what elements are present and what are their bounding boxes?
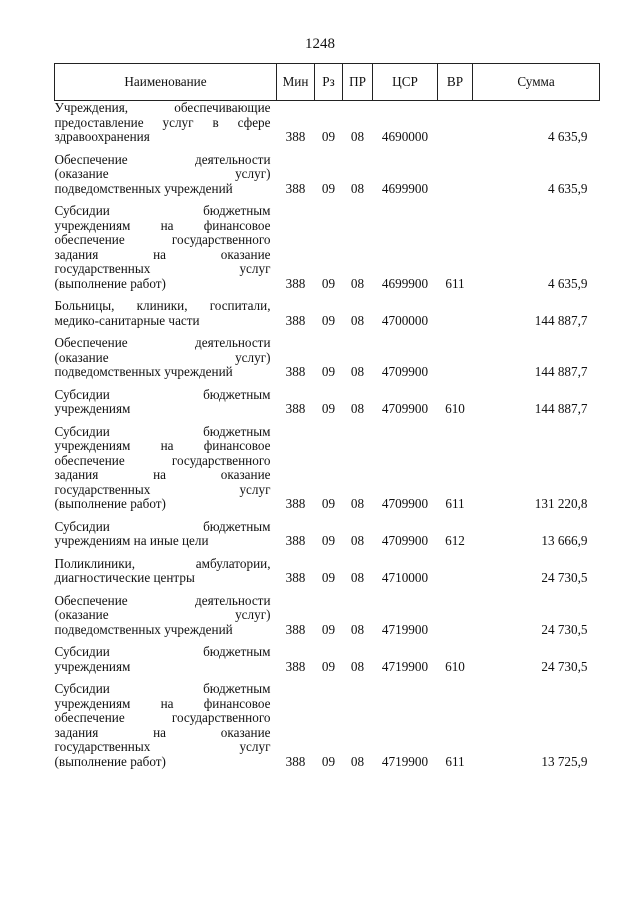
row-pr: 08	[350, 312, 365, 328]
row-csr: 4699900	[381, 275, 429, 291]
row-sum: 13 725,9	[541, 753, 588, 769]
row-name-line: Больницы, клиники, госпитали,	[54, 298, 271, 313]
row-name-line: Субсидии бюджетным	[54, 644, 271, 659]
row-min: 388	[285, 312, 306, 328]
row-name-line: (оказание услуг)	[54, 349, 271, 365]
row-sum: 24 730,5	[541, 658, 588, 674]
row-vr: 611	[445, 275, 465, 291]
table-row	[55, 645, 600, 674]
row-pr: 08	[350, 364, 365, 379]
row-min: 388	[285, 621, 306, 637]
row-name-line: Поликлиники, амбулатории,	[54, 555, 271, 571]
table-row	[55, 299, 600, 328]
row-rz: 09	[321, 658, 336, 674]
row-sum: 4 635,9	[547, 129, 588, 144]
row-name-line: государственных услуг	[54, 739, 271, 754]
row-name-line: Обеспечение деятельности	[54, 335, 271, 350]
row-vr	[438, 557, 473, 586]
row-pr: 08	[350, 180, 365, 196]
row-name-last-line: (выполнение работ)	[54, 753, 166, 769]
row-rz: 09	[321, 401, 336, 416]
row-sum: 144 887,7	[534, 364, 588, 379]
row-name-line: учреждениям на финансовое	[54, 217, 271, 233]
row-name-line: Обеспечение деятельности	[54, 592, 271, 608]
row-vr: 611	[445, 753, 465, 769]
row-sum: 24 730,5	[541, 570, 588, 585]
row-pr: 08	[350, 621, 365, 637]
row-pr: 08	[350, 401, 365, 416]
table-row	[55, 153, 600, 197]
row-vr: 610	[445, 658, 465, 674]
row-vr: 612	[445, 533, 465, 548]
table-row	[55, 520, 600, 549]
row-vr: 611	[445, 496, 465, 511]
row-rz: 09	[321, 496, 336, 511]
row-name	[55, 153, 277, 197]
row-name-line: Субсидии бюджетным	[54, 681, 271, 696]
row-name-last-line: диагностические центры	[54, 570, 195, 585]
row-name-last-line: здравоохранения	[54, 129, 150, 144]
row-name-line: предоставление услуг в сфере	[54, 114, 271, 130]
table-row	[55, 594, 600, 638]
row-vr	[438, 153, 473, 197]
row-pr: 08	[350, 658, 365, 674]
row-min: 388	[285, 570, 306, 585]
row-sum: 4 635,9	[547, 180, 588, 196]
header-rz: Рз	[315, 64, 343, 101]
row-name-last-line: учреждениям	[54, 401, 131, 416]
row-pr: 08	[350, 275, 365, 291]
budget-table	[54, 63, 600, 769]
header-min: Мин	[277, 64, 315, 101]
row-name-last-line: (выполнение работ)	[54, 496, 166, 511]
row-min: 388	[285, 533, 306, 548]
row-name-last-line: учреждениям на иные цели	[54, 533, 209, 548]
row-name-last-line: подведомственных учреждений	[54, 621, 233, 637]
row-name-line: (оказание услуг)	[54, 607, 271, 622]
row-rz: 09	[321, 364, 336, 379]
table-header	[55, 64, 600, 101]
row-pr: 08	[350, 753, 365, 769]
row-name-line: обеспечение государственного	[54, 232, 271, 247]
row-name-line: задания на оказание	[54, 246, 271, 262]
row-name	[55, 204, 277, 291]
row-name-line: государственных услуг	[54, 261, 271, 276]
row-min: 388	[285, 275, 306, 291]
row-csr: 4690000	[381, 129, 429, 144]
row-vr	[438, 299, 473, 328]
row-name-line: (оказание услуг)	[54, 166, 271, 181]
table-row	[55, 101, 600, 145]
row-min: 388	[285, 401, 306, 416]
row-name-line: обеспечение государственного	[54, 710, 271, 725]
row-csr: 4719900	[381, 658, 429, 674]
row-name-last-line: (выполнение работ)	[54, 275, 166, 291]
row-min: 388	[285, 658, 306, 674]
row-rz: 09	[321, 753, 336, 769]
row-rz: 09	[321, 180, 336, 196]
table-row	[55, 425, 600, 512]
row-rz: 09	[321, 129, 336, 144]
row-name	[55, 101, 277, 145]
row-pr: 08	[350, 570, 365, 585]
row-pr: 08	[350, 533, 365, 548]
row-name	[55, 299, 277, 328]
row-vr	[438, 336, 473, 380]
row-csr: 4709900	[381, 401, 429, 416]
row-sum: 144 887,7	[534, 401, 588, 416]
row-name	[55, 388, 277, 417]
header-pr: ПР	[343, 64, 373, 101]
row-name	[55, 520, 277, 549]
row-vr: 610	[445, 401, 465, 416]
row-name-last-line: подведомственных учреждений	[54, 364, 233, 379]
table-body	[55, 101, 600, 770]
row-name-line: задания на оказание	[54, 724, 271, 740]
table-row	[55, 388, 600, 417]
row-sum: 131 220,8	[534, 496, 588, 511]
row-rz: 09	[321, 275, 336, 291]
header-vr: ВР	[438, 64, 473, 101]
row-sum: 24 730,5	[541, 621, 588, 637]
table-row	[55, 557, 600, 586]
row-pr: 08	[350, 496, 365, 511]
row-min: 388	[285, 753, 306, 769]
row-name	[55, 594, 277, 638]
header-sum: Сумма	[473, 64, 600, 101]
row-name-line: государственных услуг	[54, 481, 271, 497]
row-name-line: Субсидии бюджетным	[54, 423, 271, 439]
row-name-line: Учреждения, обеспечивающие	[54, 100, 271, 115]
row-name-line: обеспечение государственного	[54, 452, 271, 468]
row-sum: 13 666,9	[541, 533, 588, 548]
row-name-last-line: медико-санитарные части	[54, 312, 200, 328]
row-csr: 4719900	[381, 753, 429, 769]
row-csr: 4709900	[381, 364, 429, 379]
row-name-line: Субсидии бюджетным	[54, 386, 271, 402]
row-name-line: задания на оказание	[54, 467, 271, 482]
row-name	[55, 682, 277, 769]
table-row	[55, 336, 600, 380]
row-sum: 144 887,7	[534, 312, 588, 328]
table-row	[55, 204, 600, 291]
row-min: 388	[285, 129, 306, 144]
row-name-line: Субсидии бюджетным	[54, 518, 271, 534]
row-name-last-line: подведомственных учреждений	[54, 180, 233, 196]
header-name: Наименование	[55, 64, 277, 101]
row-name	[55, 557, 277, 586]
row-sum: 4 635,9	[547, 275, 588, 291]
row-pr: 08	[350, 129, 365, 144]
header-csr: ЦСР	[373, 64, 438, 101]
row-name-line: учреждениям на финансовое	[54, 438, 271, 453]
row-csr: 4699900	[381, 180, 429, 196]
row-rz: 09	[321, 312, 336, 328]
row-name-line: Обеспечение деятельности	[54, 151, 271, 167]
table-row	[55, 682, 600, 769]
row-name	[55, 645, 277, 674]
row-rz: 09	[321, 570, 336, 585]
row-rz: 09	[321, 621, 336, 637]
row-vr	[438, 594, 473, 638]
row-csr: 4710000	[381, 570, 429, 585]
row-rz: 09	[321, 533, 336, 548]
row-name	[55, 425, 277, 512]
row-name-last-line: учреждениям	[54, 658, 131, 674]
row-min: 388	[285, 364, 306, 379]
row-csr: 4719900	[381, 621, 429, 637]
row-name-line: Субсидии бюджетным	[54, 203, 271, 218]
row-min: 388	[285, 496, 306, 511]
row-min: 388	[285, 180, 306, 196]
row-name-line: учреждениям на финансовое	[54, 695, 271, 711]
row-name	[55, 336, 277, 380]
page-number: 1248	[305, 36, 335, 52]
row-csr: 4709900	[381, 496, 429, 511]
row-vr	[438, 101, 473, 145]
row-csr: 4709900	[381, 533, 429, 548]
row-csr: 4700000	[381, 312, 429, 328]
